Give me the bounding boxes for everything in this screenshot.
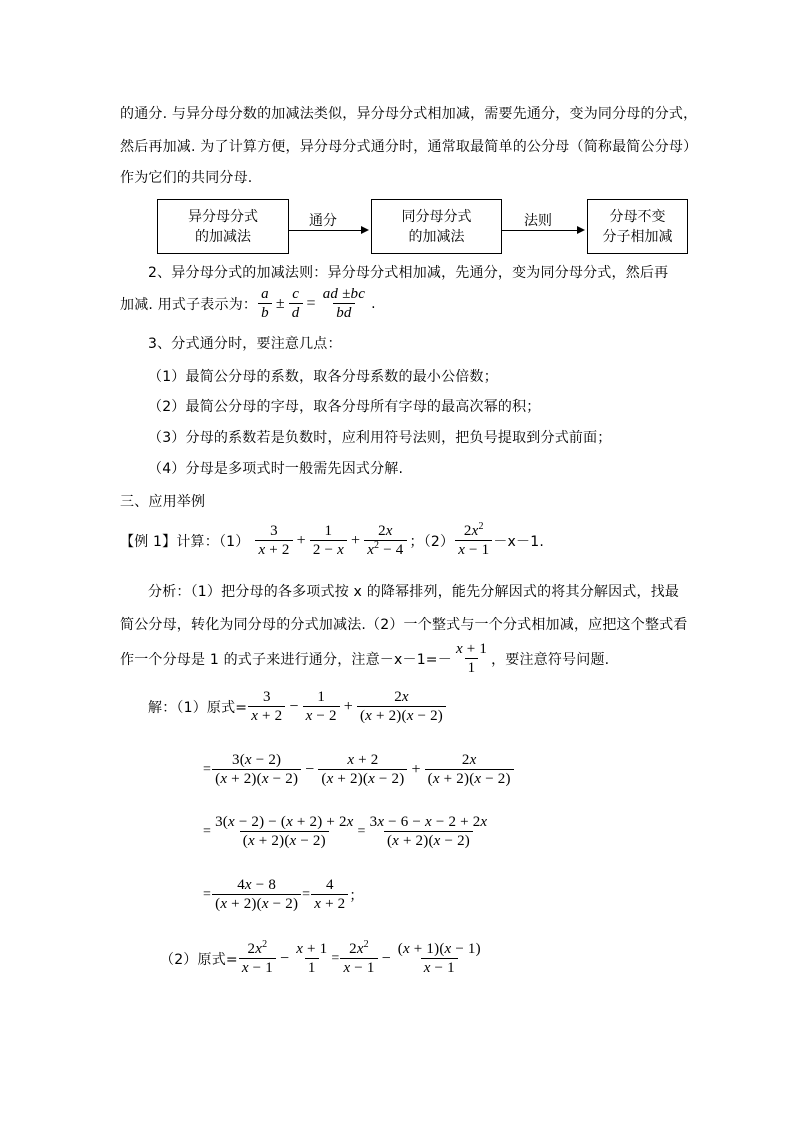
sol-frac [248, 688, 285, 725]
example-label: 【例 1】计算：（1） [120, 533, 250, 550]
frac-num: 3 [270, 523, 278, 539]
section-heading: 三、应用举例 [120, 494, 206, 510]
solution-label-2: （2）原式= [160, 951, 238, 968]
frac-num: c [292, 286, 300, 302]
flow-box2-line2: 的加减法 [408, 228, 465, 245]
frac-den: x + 2 [255, 540, 292, 559]
frac-den: 1 [465, 658, 479, 677]
flow-box3-line1: 分母不变 [609, 208, 666, 225]
frac-den: 2 − x [310, 540, 347, 559]
frac-den: x − 2 [303, 706, 340, 725]
equals: = [331, 950, 340, 966]
frac-num: x + 1 [296, 941, 328, 957]
example-1 [120, 522, 544, 559]
flow-box1-line1: 异分母分式 [188, 208, 258, 225]
solution-step-4 [203, 876, 364, 913]
plus-minus: ± [275, 294, 285, 312]
intro-line-1: 的通分. 与异分母分数的加减法类似，异分母分式相加减，需要先通分，变为同分母的分式， [120, 106, 698, 122]
frac-num: x + 2 [347, 752, 379, 768]
frac-num: ad ±bc [322, 286, 366, 302]
rule3-item-2: （2）最简公分母的字母，取各分母所有字母的最高次幂的积； [148, 399, 541, 415]
plus: + [411, 760, 421, 778]
rule2-line-2 [120, 285, 376, 322]
rule2-line-1: 2、异分母分式的加减法则：异分母分式相加减，先通分，变为同分母分式，然后再 [148, 265, 669, 281]
analysis-line-1: 分析：（1）把分母的各多项式按 x 的降幂排列，能先分解因式的将其分解因式，找最 [148, 584, 680, 600]
equals: = [306, 294, 316, 312]
minus: − [381, 949, 391, 967]
ex-frac-1 [310, 522, 347, 559]
example-part2: ；（2） [409, 533, 455, 550]
solution-step-2 [203, 751, 515, 788]
frac-den: x − 1 [340, 958, 377, 977]
frac-den: d [289, 303, 303, 322]
rule2-prefix: 加减. 用式子表示为： [120, 296, 258, 313]
analysis-line-3a: 作一个分母是 1 的式子来进行通分，注意－x－1=－ [120, 651, 452, 668]
intro-line-2: 然后再加减. 为了计算方便，异分母分式通分时，通常取最简单的公分母（简称最简公分母） [120, 139, 698, 155]
sol-frac [212, 876, 301, 913]
frac-den: $x^2 - 4$ [364, 540, 406, 559]
sol-frac [239, 940, 276, 977]
frac-num: 1 [317, 689, 326, 705]
analysis-line-3b: ，要注意符号问题. [491, 651, 610, 668]
flow-arrow-1-head [361, 226, 369, 234]
rule3-item-1: （1）最简公分母的系数，取各分母系数的最小公倍数； [148, 369, 498, 385]
minus: − [279, 949, 290, 967]
plus: + [296, 531, 306, 549]
ex-frac-3 [255, 522, 292, 559]
equals: = [203, 761, 212, 777]
frac-den: x − 1 [239, 958, 276, 977]
flow-arrow-2 [501, 230, 577, 231]
analysis-frac [453, 640, 490, 677]
rule2-fraction-result [320, 285, 368, 322]
minus: − [305, 760, 315, 778]
flow-arrow-2-head [577, 226, 585, 234]
frac-den: (x + 2)(x − 2) [240, 831, 329, 850]
sol-frac [395, 940, 484, 977]
frac-den: x + 2 [311, 894, 348, 913]
frac-den: x + 2 [248, 706, 285, 725]
rule3-title: 3、分式通分时，要注意几点： [148, 336, 342, 352]
frac-den: (x + 2)(x − 2) [212, 769, 301, 788]
ex-frac-2x2 [455, 522, 492, 559]
sol-frac [311, 876, 348, 913]
sol-frac [318, 751, 407, 788]
frac-num: $2x^2$ [349, 939, 369, 957]
rule3-item-4: （4）分母是多项式时一般需先因式分解. [148, 461, 404, 477]
flow-box-different-denominator [157, 199, 289, 254]
sol-frac [425, 751, 514, 788]
sol-frac [357, 688, 446, 725]
frac-num: 4 [325, 877, 334, 893]
frac-den: (x + 2)(x − 2) [212, 894, 301, 913]
sol-frac [212, 813, 356, 850]
frac-num: a [261, 286, 269, 302]
frac-den: x − 1 [421, 958, 458, 977]
semicolon: ； [349, 887, 364, 904]
flow-box-same-denominator [371, 199, 502, 254]
frac-num: (x + 1)(x − 1) [397, 941, 481, 957]
frac-den: (x + 2)(x − 2) [318, 769, 407, 788]
frac-den: b [258, 303, 272, 322]
flow-arrow-1-label: 通分 [309, 213, 337, 229]
frac-den: (x + 2)(x − 2) [384, 831, 473, 850]
frac-num: $2x^2$ [247, 939, 268, 957]
frac-num: 3 [262, 689, 271, 705]
sol-frac [293, 940, 330, 977]
frac-den: bd [333, 303, 354, 322]
solution-part-2 [160, 940, 485, 977]
frac-num: x + 1 [455, 641, 488, 657]
period: . [371, 295, 376, 312]
minus: − [289, 697, 299, 715]
rule3-item-3: （3）分母的系数若是负数时，应利用符号法则，把负号提取到分式前面； [148, 430, 612, 446]
sol-frac [303, 688, 340, 725]
frac-num: 2x [378, 523, 393, 539]
solution-label: 解：（1）原式= [148, 699, 248, 716]
analysis-line-2: 简公分母，转化为同分母的分式加减法.（2）一个整式与一个分式相加减，应把这个整式看 [120, 617, 688, 633]
flow-box2-line1: 同分母分式 [401, 208, 472, 225]
sol-frac [340, 940, 377, 977]
frac-num: 3(x − 2) [232, 752, 282, 768]
frac-den: (x + 2)(x − 2) [357, 706, 446, 725]
sol-frac [367, 813, 491, 850]
plus: + [350, 531, 361, 549]
example-tail: －x－1. [493, 533, 545, 550]
solution-step-1 [148, 688, 447, 725]
frac-den: 1 [305, 958, 319, 977]
intro-line-3: 作为它们的共同分母. [120, 170, 253, 186]
flow-arrow-2-label: 法则 [524, 213, 552, 229]
sol-frac [212, 751, 301, 788]
frac-den: (x + 2)(x − 2) [425, 769, 514, 788]
analysis-line-3 [120, 640, 609, 677]
ex-frac-2x [364, 522, 406, 559]
flow-box3-line2: 分子相加减 [602, 228, 673, 245]
equals: = [302, 886, 311, 902]
equals: = [357, 823, 366, 839]
frac-num: 3x − 6 − x − 2 + 2x [369, 814, 488, 830]
frac-num: 3(x − 2) − (x + 2) + 2x [215, 814, 354, 830]
rule2-fraction-c-d [289, 285, 303, 322]
solution-step-3 [203, 813, 491, 850]
flow-box1-line2: 的加减法 [195, 228, 251, 245]
frac-den: x − 1 [455, 540, 492, 559]
frac-num: 2x [461, 752, 477, 768]
frac-num: 4x − 8 [237, 877, 277, 893]
flow-arrow-1 [288, 230, 361, 231]
frac-num: 2x [394, 689, 409, 705]
rule2-fraction-a-b [258, 285, 272, 322]
equals: = [203, 823, 212, 839]
frac-num: 1 [324, 523, 333, 539]
equals: = [203, 886, 212, 902]
frac-num: $2x^2$ [463, 521, 484, 539]
flow-box-result [587, 199, 688, 254]
plus: + [343, 697, 353, 715]
